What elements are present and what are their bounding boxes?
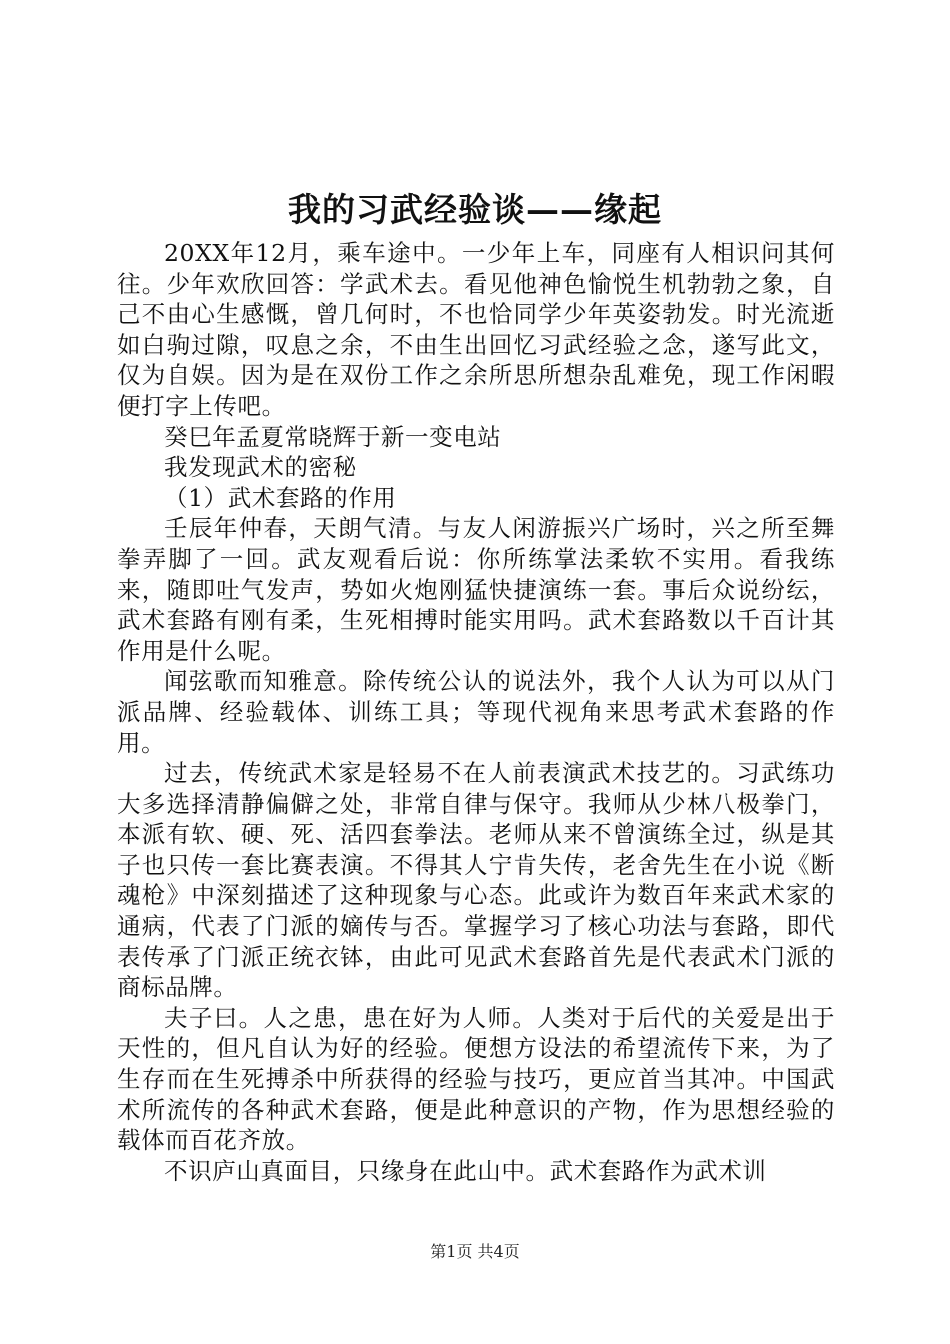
paragraph-body-1: 壬辰年仲春，天朗气清。与友人闲游振兴广场时，兴之所至舞拳弄脚了一回。武友观看后说：你所练掌法柔软不实用。看我练来，随即吐气发声，势如火炮刚猛快捷演练一套。事后众说纷纭，武术套路有刚有柔，生死相搏时能实用吗。武术套路数以千百计其作用是什么呢。 (117, 514, 835, 665)
paragraph-body-3: 过去，传统武术家是轻易不在人前表演武术技艺的。习武练功大多选择清静偏僻之处，非常自律与保守。我师从少林八极拳门，本派有软、硬、死、活四套拳法。老师从来不曾演练全过，纵是其子也只传一套比赛表演。不得其人宁肯失传，老舍先生在小说《断魂枪》中深刻描述了这种现象与心态。此或许为数百年来武术家的通病，代表了门派的嫡传与否。掌握学习了核心功法与套路，即代表传承了门派正统衣钵，由此可见武术套路首先是代表武术门派的商标品牌。 (117, 759, 835, 1002)
document-body (117, 238, 835, 1186)
paragraph-body-2: 闻弦歌而知雅意。除传统公认的说法外，我个人认为可以从门派品牌、经验载体、训练工具；等现代视角来思考武术套路的作用。 (117, 667, 835, 757)
document-title: 我的习武经验谈——缘起 (288, 190, 662, 229)
page-footer: 第1页 共4页 (430, 1242, 520, 1261)
paragraph-body-5: 不识庐山真面目，只缘身在此山中。武术套路作为武术训 (164, 1156, 767, 1185)
paragraph-signature: 癸巳年孟夏常晓辉于新一变电站 (164, 422, 502, 451)
paragraph-section-heading: 我发现武术的密秘 (164, 453, 357, 482)
paragraph-body-4: 夫子曰。人之患，患在好为人师。人类对于后代的关爱是出于天性的，但凡自认为好的经验。便想方设法的希望流传下来，为了生存而在生死搏杀中所获得的经验与技巧，更应首当其冲。中国武术所流传的各种武术套路，便是此种意识的产物，作为思想经验的载体而百花齐放。 (117, 1003, 835, 1155)
paragraph-subsection-heading: （1）武术套路的作用 (164, 483, 397, 512)
paragraph-intro: 20XX年12月，乘车途中。一少年上车，同座有人相识问其何往。少年欢欣回答：学武术去。看见他神色愉悦生机勃勃之象，自己不由心生感慨，曾几何时，不也恰同学少年英姿勃发。时光流逝如白驹过隙，叹息之余，不由生出回忆习武经验之念，遂写此文，仅为自娱。因为是在双份工作之余所思所想杂乱难免，现工作闲暇便打字上传吧。 (117, 239, 835, 420)
